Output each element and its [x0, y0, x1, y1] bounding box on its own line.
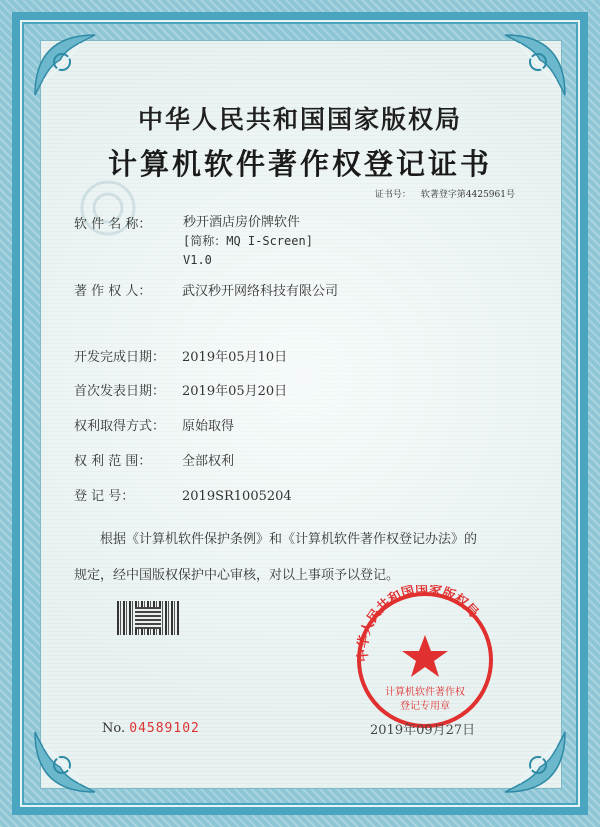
acquire-label: 权利取得方式：	[74, 419, 166, 434]
dev-date-value: 2019年05月10日	[182, 350, 288, 365]
issue-date: 2019年09月27日	[370, 723, 476, 738]
statement-line-2: 规定，经中国版权保护中心审核，对以上事项予以登记。	[74, 568, 400, 583]
scope-label: 权 利 范 围：	[74, 454, 152, 469]
corner-ornament-icon	[30, 727, 100, 797]
svg-text:中华人民共和国国家版权局	[355, 585, 481, 662]
registration-row	[74, 485, 292, 504]
seal-star-icon	[402, 635, 448, 677]
serial-number-value: 04589102	[129, 721, 200, 736]
dev-date-row	[74, 346, 287, 365]
software-name-label: 软 件 名 称：	[74, 217, 152, 232]
corner-ornament-icon	[500, 30, 570, 100]
certificate-title: 计算机软件著作权登记证书	[107, 147, 492, 181]
corner-ornament-icon	[500, 727, 570, 797]
publish-date-label: 首次发表日期：	[74, 384, 166, 399]
software-name-block	[183, 213, 313, 270]
certificate-number-value: 软著登字第4425961号	[420, 190, 515, 200]
official-seal	[350, 585, 500, 735]
owner-row	[74, 280, 338, 299]
scope-row	[74, 450, 234, 469]
publish-date-value: 2019年05月20日	[182, 384, 288, 399]
owner-value: 武汉秒开网络科技有限公司	[182, 284, 339, 299]
statement-line-1: 根据《计算机软件保护条例》和《计算机软件著作权登记办法》的	[100, 532, 478, 547]
software-short-name: [简称：MQ I-Screen]	[183, 234, 313, 248]
acquire-value: 原始取得	[182, 419, 235, 434]
registration-number: 2019SR1005204	[182, 489, 292, 504]
acquire-row	[74, 415, 234, 434]
issuing-authority: 中华人民共和国国家版权局	[137, 105, 462, 134]
software-name-row	[74, 213, 182, 232]
serial-number-label: No.	[102, 721, 126, 736]
certificate-number-label: 证书号：	[374, 190, 411, 200]
software-version: V1.0	[183, 253, 212, 267]
corner-ornament-icon	[30, 30, 100, 100]
scope-value: 全部权利	[182, 454, 235, 469]
software-name: 秒开酒店房价牌软件	[183, 215, 301, 230]
serial-number	[102, 721, 200, 736]
barcode-icon	[117, 601, 179, 635]
seal-line-2: 登记专用章	[400, 701, 450, 712]
publish-date-row	[74, 380, 287, 399]
seal-line-1: 计算机软件著作权	[385, 687, 465, 698]
certificate-number	[365, 187, 515, 200]
registration-label: 登 记 号：	[74, 489, 135, 504]
owner-label: 著 作 权 人：	[74, 284, 152, 299]
dev-date-label: 开发完成日期：	[74, 350, 166, 365]
seal-ring-text: 中华人民共和国国家版权局	[355, 585, 481, 663]
